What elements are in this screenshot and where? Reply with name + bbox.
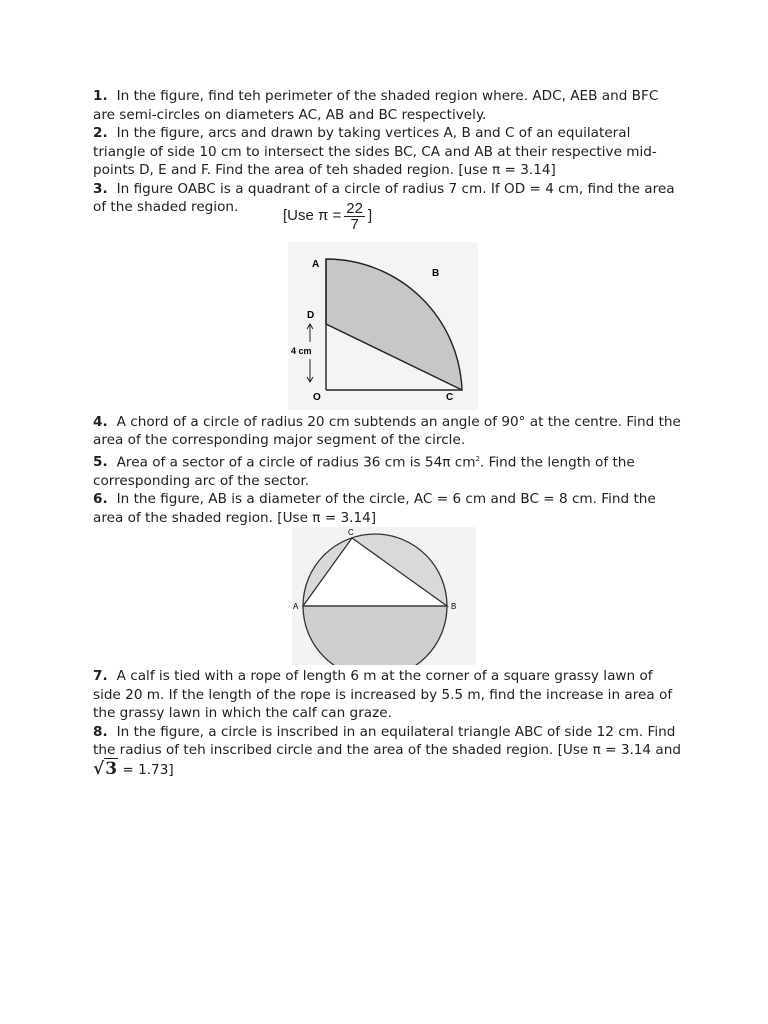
dimension-label: 4 cm bbox=[291, 345, 312, 356]
circle-figure bbox=[292, 527, 476, 665]
use-pi-prefix: [Use π = bbox=[283, 206, 342, 224]
label-c: C bbox=[348, 528, 354, 538]
question-text-end: . Find the length of the corresponding arc of the sector. bbox=[93, 454, 635, 489]
label-b: B bbox=[432, 267, 440, 279]
use-pi-suffix: ] bbox=[367, 206, 373, 224]
question-2 bbox=[93, 124, 683, 180]
question-number: 2. bbox=[93, 125, 108, 141]
question-text: In the figure, find teh perimeter of the shaded region where. ADC, AEB and BFC are semi-circles on diameters AC, AB and BC respectively. bbox=[93, 88, 659, 123]
figure-6-block bbox=[93, 527, 683, 667]
worksheet bbox=[93, 87, 683, 779]
question-text: A chord of a circle of radius 20 cm subtends an angle of 90° at the centre. Find the area of the corresponding major segment of the circle. bbox=[93, 413, 681, 448]
use-pi-note bbox=[283, 201, 372, 232]
question-text: In the figure, arcs and drawn by taking vertices A, B and C of an equilateral triangle of side 10 cm to intersect the sides BC, CA and AB at their respective mid-points D, E and F. Find the area of teh shaded region. [use π = 3.14] bbox=[93, 125, 657, 178]
figure-3-block bbox=[93, 199, 683, 413]
question-number: 5. bbox=[93, 454, 108, 471]
label-o: O bbox=[313, 391, 321, 403]
question-number: 7. bbox=[93, 668, 108, 685]
question-1 bbox=[93, 87, 683, 124]
shaded-lower-semicircle bbox=[303, 606, 447, 665]
question-8 bbox=[93, 723, 683, 780]
label-a: A bbox=[293, 602, 299, 612]
question-text: In figure OABC is a quadrant of a circle of radius 7 cm. If OD = 4 cm, find the area of the shaded region. bbox=[93, 180, 675, 215]
question-number: 4. bbox=[93, 413, 108, 430]
question-number: 3. bbox=[93, 180, 108, 197]
question-text-start: In the figure, a circle is inscribed in an equilateral triangle ABC of side 12 cm. Find the radius of teh inscribed circle and the area of the shaded region. [Use π = 3.14 and bbox=[93, 723, 681, 759]
question-5 bbox=[93, 450, 683, 491]
question-number: 1. bbox=[93, 88, 108, 104]
question-number: 6. bbox=[93, 491, 108, 508]
question-6 bbox=[93, 490, 683, 527]
label-b: B bbox=[451, 602, 457, 612]
quadrant-figure bbox=[288, 242, 478, 410]
label-a: A bbox=[312, 258, 320, 270]
question-text-end: = 1.73] bbox=[122, 761, 174, 778]
question-text-start: Area of a sector of a circle of radius 36 cm is 54π cm bbox=[116, 454, 476, 471]
question-4 bbox=[93, 413, 683, 450]
label-c: C bbox=[446, 391, 454, 403]
superscript: 2 bbox=[475, 454, 480, 463]
question-3 bbox=[93, 180, 683, 217]
label-d: D bbox=[307, 309, 315, 321]
question-text: In the figure, AB is a diameter of the circle, AC = 6 cm and BC = 8 cm. Find the area of the shaded region. [Use π = 3.14] bbox=[93, 491, 656, 526]
question-text: A calf is tied with a rope of length 6 m at the corner of a square grassy lawn of side 20 m. If the length of the rope is increased by 5.5 m, find the increase in area of the grassy lawn in which the calf can graze. bbox=[93, 668, 673, 722]
pi-denominator: 7 bbox=[350, 215, 359, 233]
question-7 bbox=[93, 667, 683, 723]
sqrt-symbol: √3 bbox=[93, 758, 118, 779]
question-number: 8. bbox=[93, 723, 108, 740]
sqrt-radicand: 3 bbox=[105, 758, 118, 779]
pi-numerator: 22 bbox=[346, 199, 363, 217]
pi-fraction bbox=[344, 201, 365, 232]
